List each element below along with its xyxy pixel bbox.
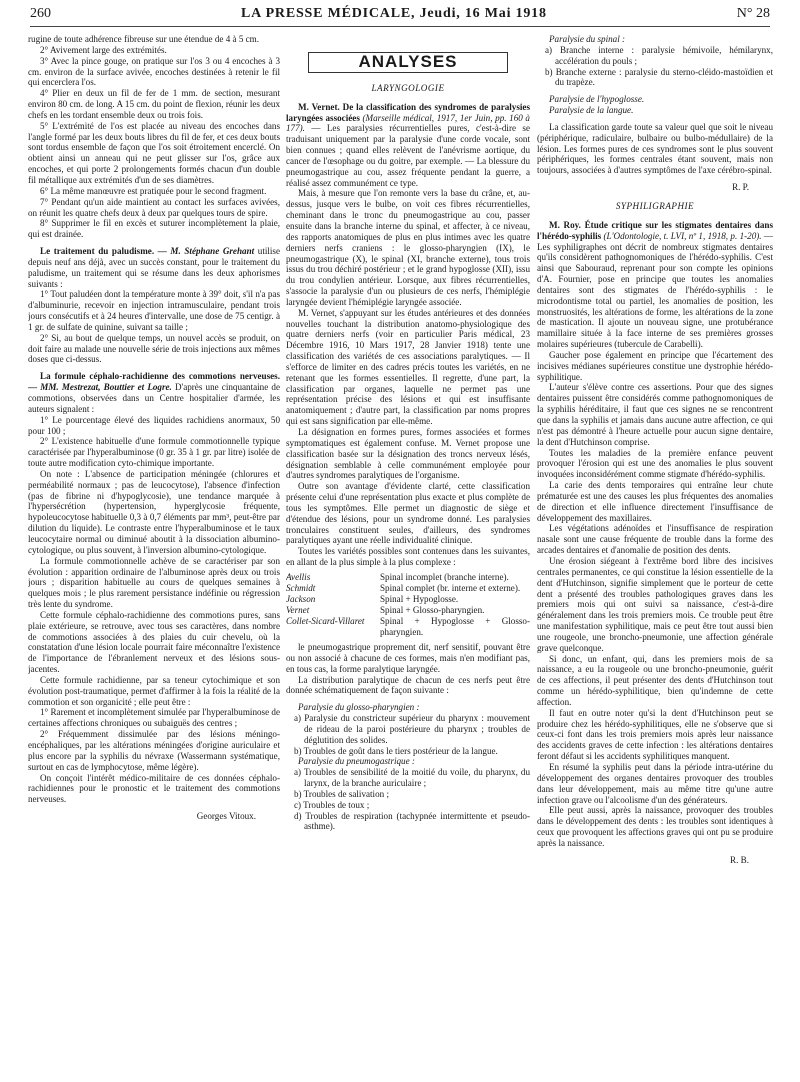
subsection-heading: LARYNGOLOGIE <box>371 82 445 93</box>
paragraph: La classification garde toute sa valeur quel que soit le niveau (périphérique, radiculaire, bulbaire ou bulbo-médullaire) de la lésion. Les formes pures de ces syndromes sont le plus souvent périphériques, les formes centrales étant souvent, mais non toujours, associées à d'autres symptômes de l'axe cérébro-spinal. <box>537 121 773 176</box>
list-item: c) Troubles de toux ; <box>294 799 370 810</box>
article-reference: (Marseille médical, 1917, 1er Juin, pp. 160 à 177). <box>286 112 530 134</box>
section-heading-analyses: ANALYSES <box>308 52 508 73</box>
signature: Georges Vitoux. <box>196 811 256 822</box>
article-title: M. Vernet. De la classification des syndromes de paralysies laryngées associées <box>286 101 530 123</box>
list-item: a) Paralysie du constricteur supérieur du pharynx : mouvement de rideau de la paroi postérieure du pharynx ; troubles de déglutition des solides. <box>294 713 530 745</box>
paragraph: M. Vernet, s'appuyant sur les études antérieures et des données nouvelles touchant la distribution anatomo-physiologique des quatre derniers nerfs (voir en particulier Paris médical, 23 Décembre 1916, 10 Mars 1917, 28 Janvier 1918) tente une classification des variétés de ces associations paralytiques. — Il s'efforce de limiter en des cadres précis toutes les variétés, en ne retenant que les formes essentielles. Il regrette, d'une part, la classification par organes, laquelle ne permet pas une représentation précise des lésions et qui est insuffisante anatomiquement ; d'autre part, la classification par noms propres qui est sans signification par elle-même. <box>286 307 530 427</box>
article-title: M. Roy. Étude critique sur les stigmates dentaires dans l'hérédo-syphilis <box>537 219 773 241</box>
syndrome-row <box>286 594 530 605</box>
list-heading: Paralysie du pneumogastrique : <box>298 756 415 767</box>
column-right <box>537 34 773 866</box>
subsection-heading: SYPHILIGRAPHIE <box>615 200 695 211</box>
article-reference: (L'Odontologie, t. LVI, nº 1, 1918, p. 1-20). <box>603 230 762 241</box>
syndrome-value: Spinal complet (br. interne et externe). <box>380 582 521 593</box>
paragraph: le pneumogastrique proprement dit, nerf sensitif, pouvant être ou non associé à chacune de ces formes, mais n'en modifiant pas, en tous cas, la forme paralytique laryngée. <box>286 641 530 674</box>
page-number: 260 <box>30 6 51 21</box>
syndrome-value: Spinal incomplet (branche interne). <box>380 571 509 582</box>
article-text: utilise depuis neuf ans déjà, avec un succès constant, pour le traitement du paludisme, un traitement qui se résume dans les deux aphorismes suivants : <box>28 246 280 289</box>
list-heading: Paralysie du spinal : <box>549 34 626 44</box>
paragraph: Mais, à mesure que l'on remonte vers la base du crâne, et, au-dessus, jusque vers le bulbe, on voit ces fibres récurrentielles, cheminant dans le tronc du pneumogastrique au cou, passer ensuite dans la branche interne du spinal, et affecter, à ce niveau, des rapports anatomiques de plus en plus intimes avec les quatre derniers nerfs craniens : le glosso-pharyngien (IX), le pneumogastrique (X), le spinal (XI, branche externe), tous trois issus du trou déchiré postérieur ; et le grand hypoglosse (XII), issu du trou condylien antérieur. Lorsque, aux fibres récurrentielles, s'associe la paralysie d'un ou plusieurs de ces nerfs, l'hémiplégie laryngée devient l'hémiplégie laryngée associée. <box>286 188 530 307</box>
column-middle <box>286 34 530 832</box>
paragraph: On conçoit l'intérêt médico-militaire de ces données céphalo-rachidiennes pour le pronostic et le traitement des commotions nerveuses. <box>28 772 280 805</box>
list-item: d) Troubles de respiration (tachypnée intermittente et pseudo-asthme). <box>294 810 530 832</box>
syndrome-value: Spinal + Hypoglosse. <box>380 593 459 604</box>
article-title: La formule céphalo-rachidienne des commotions nerveuses. <box>40 371 280 382</box>
paragraph: 1° Tout paludéen dont la température monte à 39° doit, s'il n'a pas d'albuminurie, recevoir en injection intramusculaire, pendant trois jours consécutifs et à 24 heures d'intervalle, une dose de 75 centigr. à 1 gr. de sulfate de quinine, suivant sa taille ; <box>28 289 280 332</box>
paragraph: Cette formule céphalo-rachidienne des commotions pures, sans plaie extérieure, se retrouve, avec tous ses caractères, dans nombre de commotions associées à des plaies du cuir chevelu, où la constatation d'une lésion locale pourrait faire méconnaître l'existence de l'importance de l'ébranlement nerveux et des lésions sous-jacentes. <box>28 609 280 675</box>
paragraph: 3° Avec la pince gouge, on pratique sur l'os 3 ou 4 encoches à 3 cm. environ de la surface avivée, encoches destinées à retenir le fil qui encerclera l'os. <box>28 55 280 88</box>
paragraph: 1° Rarement et incomplètement simulée par l'hyperalbuminose de certaines affections chroniques ou subaiguës des centres ; <box>28 707 280 729</box>
article-text: D'après une cinquantaine de commotions, observées dans un Centre hospitalier d'armée, les auteurs signalent : <box>28 382 280 414</box>
paragraph: 5° L'extrémité de l'os est placée au niveau des encoches dans l'angle formé par les deux bouts libres du fil de fer, et ces deux bouts sont tordus ensemble de façon que l'os soit étroitement encerclé. On obtient ainsi un anneau qui ne peut glisser sur l'os, grâce aux encoches, et qui porte 2 prolongements formés chacun d'un double fil métallique aux extrémités d'un de ses diamètres. <box>28 120 280 185</box>
journal-title: LA PRESSE MÉDICALE, Jeudi, 16 Mai 1918 <box>241 6 547 21</box>
paragraph: La désignation en formes pures, formes associées et formes symptomatiques est également confuse. M. Vernet propose une classification basée sur la désignation des troncs nerveux lésés, désignation semblable à celle communément employée pour d'autres syndromes paralytiques de l'organisme. <box>286 427 530 481</box>
paragraph: Il faut en outre noter qu'si la dent d'Hutchinson peut se produire chez les hérédo-syphilitiques, elle ne s'observe que si ceux-ci font dans les trois premiers mois après leur naissance des accidents graves de cette infection : les altérations dentaires feront défaut si les accidents syphilitiques manquent. <box>537 707 773 762</box>
list-item: b) Troubles de goût dans le tiers postérieur de la langue. <box>294 745 498 756</box>
paragraph: Cette formule rachidienne, par sa teneur cytochimique et son évolution post-traumatique, permet d'affirmer à la fois la réalité de la commotion et son organicité ; elle peut être : <box>28 674 280 707</box>
syndrome-value: Spinal + Hypoglosse + Glosso-pharyngien. <box>380 615 530 637</box>
paragraph: Une érosion siégeant à l'extrême bord libre des incisives centrales permanentes, ce qui constitue la lésion essentielle de la dent d'Hutchinson, signifie simplement que le porteur de cette dent a présenté des troubles pathologiques graves dans les premiers mois qui ont suivi sa naissance, c'est-à-dire généralement dans les trois premiers mois. Ce trouble peut être une manifestation syphilitique, mais ce peut être tout aussi bien une rougeole, une broncho-pneumonie, une affection générale grave quelconque. <box>537 555 773 653</box>
list-item: b) Troubles de salivation ; <box>294 788 389 799</box>
signature: R. P. <box>732 182 749 193</box>
paragraph: Toutes les variétés possibles sont contenues dans les suivantes, en allant de la plus simple à la plus complexe : <box>286 546 530 568</box>
syndrome-name: Schmidt <box>286 582 316 593</box>
issue-number: N° 28 <box>736 6 770 21</box>
syndrome-list <box>286 572 530 638</box>
syndrome-row <box>286 583 530 594</box>
article-roy <box>537 220 773 350</box>
paragraph: Gaucher pose également en principe que l'écartement des incisives médianes supérieures constitue une dystrophie hérédo-syphilitique. <box>537 349 773 382</box>
syndrome-row <box>286 572 530 583</box>
paragraph: rugine de toute adhérence fibreuse sur une étendue de 4 à 5 cm. <box>28 34 260 44</box>
paragraph: 8° Supprimer le fil en excès et suturer incomplètement la plaie, qui est drainée. <box>28 218 280 240</box>
paragraph: La distribution paralytique de chacun de ces nerfs peut être donnée schématiquement de façon suivante : <box>286 674 530 696</box>
paragraph: 2° Avivement large des extrémités. <box>40 44 167 55</box>
paragraph: 7° Pendant qu'un aide maintient au contact les surfaces avivées, on réunit les quatre chefs deux à deux par quelques tours de spire. <box>28 196 280 218</box>
paragraph: Si donc, un enfant, qui, dans les premiers mois de sa naissance, a eu la rougeole ou une broncho-pneumonie, guérit de ces affections, il peut présenter des dents d'Hutchinson tout comme un hérédo-syphilitique, bien qu'indemne de cette affection. <box>537 653 773 707</box>
article-title: Le traitement du paludisme. <box>40 246 155 257</box>
article-text: — Les paralysies récurrentielles pures, c'est-à-dire se traduisant uniquement par la paralysie d'une corde vocale, sont bien connues ; quand elles relèvent de l'anévrisme aortique, du cancer de l'œsophage ou du goitre, par exemple. — La blessure du pneumogastrique au cou, assez fréquente pendant la guerre, a réalisé assez communément ce type. <box>286 123 530 188</box>
syndrome-name: Collet-Sicard-Villaret <box>286 615 365 626</box>
list-heading: Paralysie de l'hypoglosse. <box>549 94 645 105</box>
paragraph: Les végétations adénoïdes et l'insuffisance de respiration nasale sont une cause fréquente de trouble dans la forme des arcades dentaires et d'anomalie de position des dents. <box>537 523 773 556</box>
paragraph: 2° Fréquemment dissimulée par des lésions méningo-encéphaliques, par les altérations méningées d'origine auriculaire et plus encore par la syphilis du névraxe (Wassermann systématique, surtout en cas de lymphocytose, même légère). <box>28 729 280 772</box>
paragraph: On note : L'absence de participation méningée (chlorures et perméabilité normaux ; pas de leucocytose), l'absence d'infection (pas de fibrine ni d'hypoglycosie), une tendance marquée à l'hypersécrétion (hypertension, hyperglycosie fréquente, hypoleucocytose habituelle 0,3 à 0,7 éléments par mm³, peut-être par dilution du liquide). Le contraste entre l'hyperalbuminose et le taux leucocytaire normal ou diminué aboutit à la dissociation albumino-cytologique, ou plus souvent, à l'inversion albumino-cytologique. <box>28 468 280 555</box>
paragraph: En résumé la syphilis peut dans la période intra-utérine du développement des organes dentaires provoquer des troubles dans leur développement, mais au même titre qu'une autre infection grave ou l'alcoolisme d'un des générateurs. <box>537 762 773 805</box>
paragraph: Outre son avantage d'évidente clarté, cette classification présente celui d'une représentation plus exacte et plus complète de tous les symptômes. Elle permet un diagnostic de siège et d'étendue des lésions, pour un syndrome donné. Les paralysies tronculaires constituent seules, d'ailleurs, des syndromes paralytiques ayant une réelle individualité clinique. <box>286 481 530 546</box>
paragraph: Toutes les maladies de la première enfance peuvent provoquer l'érosion qui est une des anomalies le plus souvent invoquées inconsidérément comme stigmate d'hérédo-syphilis. <box>537 447 773 480</box>
list-item: b) Branche externe : paralysie du sterno-cléido-mastoïdien et du trapèze. <box>545 66 773 88</box>
article-author: — M. Stéphane Grehant <box>157 246 255 257</box>
list-item: a) Troubles de sensibilité de la moitié du voile, du pharynx, du larynx, de la branche auriculaire ; <box>294 767 530 789</box>
paragraph: 6° La même manœuvre est pratiquée pour le second fragment. <box>40 185 267 196</box>
page-header <box>30 6 770 27</box>
list-heading: Paralysie de la langue. <box>549 105 634 116</box>
paragraph: 4° Plier en deux un fil de fer de 1 mm. de section, mesurant environ 80 cm. de long. A 15 cm. du point de flexion, réunir les deux chefs en les tordant ensemble deux ou trois fois. <box>28 88 280 120</box>
paragraph: La formule commotionnelle achève de se caractériser par son évolution : apparition ordinaire de l'albuminose après deux ou trois jours ; disparition habituelle au cours de quelques semaines à quelques mois ; le plus rarement persistance indéfinie ou régression très lente du syndrome. <box>28 555 280 610</box>
article-author: — MM. Mestrezat, Bouttier et Logre. <box>28 382 172 393</box>
syndrome-value: Spinal + Glosso-pharyngien. <box>380 604 485 615</box>
signature: R. B. <box>730 854 749 865</box>
paragraph: La carie des dents temporaires qui entraîne leur chute prématurée est une des causes les plus fréquentes des anomalies de direction et elle influence directement l'insuffisance de développement des maxillaires. <box>537 480 773 523</box>
paragraph: 2° Si, au bout de quelque temps, un nouvel accès se produit, on doit faire au malade une nouvelle série de trois injections aux mêmes doses que ci-dessus. <box>28 332 280 365</box>
article-vernet <box>286 102 530 189</box>
paragraph: Elle peut aussi, après la naissance, provoquer des troubles dans le développement des dents : les troubles sont identiques à ceux que provoquent les affections graves qui ont pu se produire après la naissance. <box>537 805 773 848</box>
list-heading: Paralysie du glosso-pharyngien : <box>298 702 420 713</box>
list-item: a) Branche interne : paralysie hémivoile, hémilarynx, accélération du pouls ; <box>545 44 773 66</box>
syndrome-name: Vernet <box>286 604 310 615</box>
paragraph: 2° L'existence habituelle d'une formule commotionnelle typique caractérisée par l'hyperalbuminose (0 gr. 35 à 1 gr. par litre) isolée de toute autre modification cyto-chimique importante. <box>28 436 280 469</box>
column-left <box>28 34 280 822</box>
article-text: — Les syphiligraphes ont décrit de nombreux stigmates dentaires qu'ils considèrent pathognomoniques de l'hérédo-syphilis. C'est ainsi que Sabouraud, reprenant pour son compte les opinions d'A. Fournier, pose en principe que toutes les anomalies dentaires sont des stigmates de l'hérédo-syphilis : le microdontisme total ou partiel, les anomalies de position, les monstruosités, les altérations de forme, les altérations de la zone de mastication. Il ajoute un nouveau signe, une protubérance mamillaire située à la face interne de ses premières grosses molaires supérieures (tubercule de Carabelli). <box>537 230 773 350</box>
article-paludisme <box>28 246 280 289</box>
syndrome-name: Avellis <box>286 571 311 582</box>
paragraph: 1° Le pourcentage élevé des liquides rachidiens anormaux, 50 pour 100 ; <box>28 414 280 436</box>
paragraph: L'auteur s'élève contre ces assertions. Pour que des signes dentaires puissent être considérés comme pathognomoniques de la syphilis héréditaire, il faut que ces signes ne se rencontrent que dans la syphilis et jamais dans aucune autre affection, ce qui n'est pas démontré à l'heure actuelle pour aucun signe dentaire, la dent d'Hutchinson comprise. <box>537 382 773 447</box>
syndrome-row <box>286 616 530 638</box>
syndrome-row <box>286 605 530 616</box>
article-formule <box>28 371 280 414</box>
syndrome-name: Jackson <box>286 593 316 604</box>
